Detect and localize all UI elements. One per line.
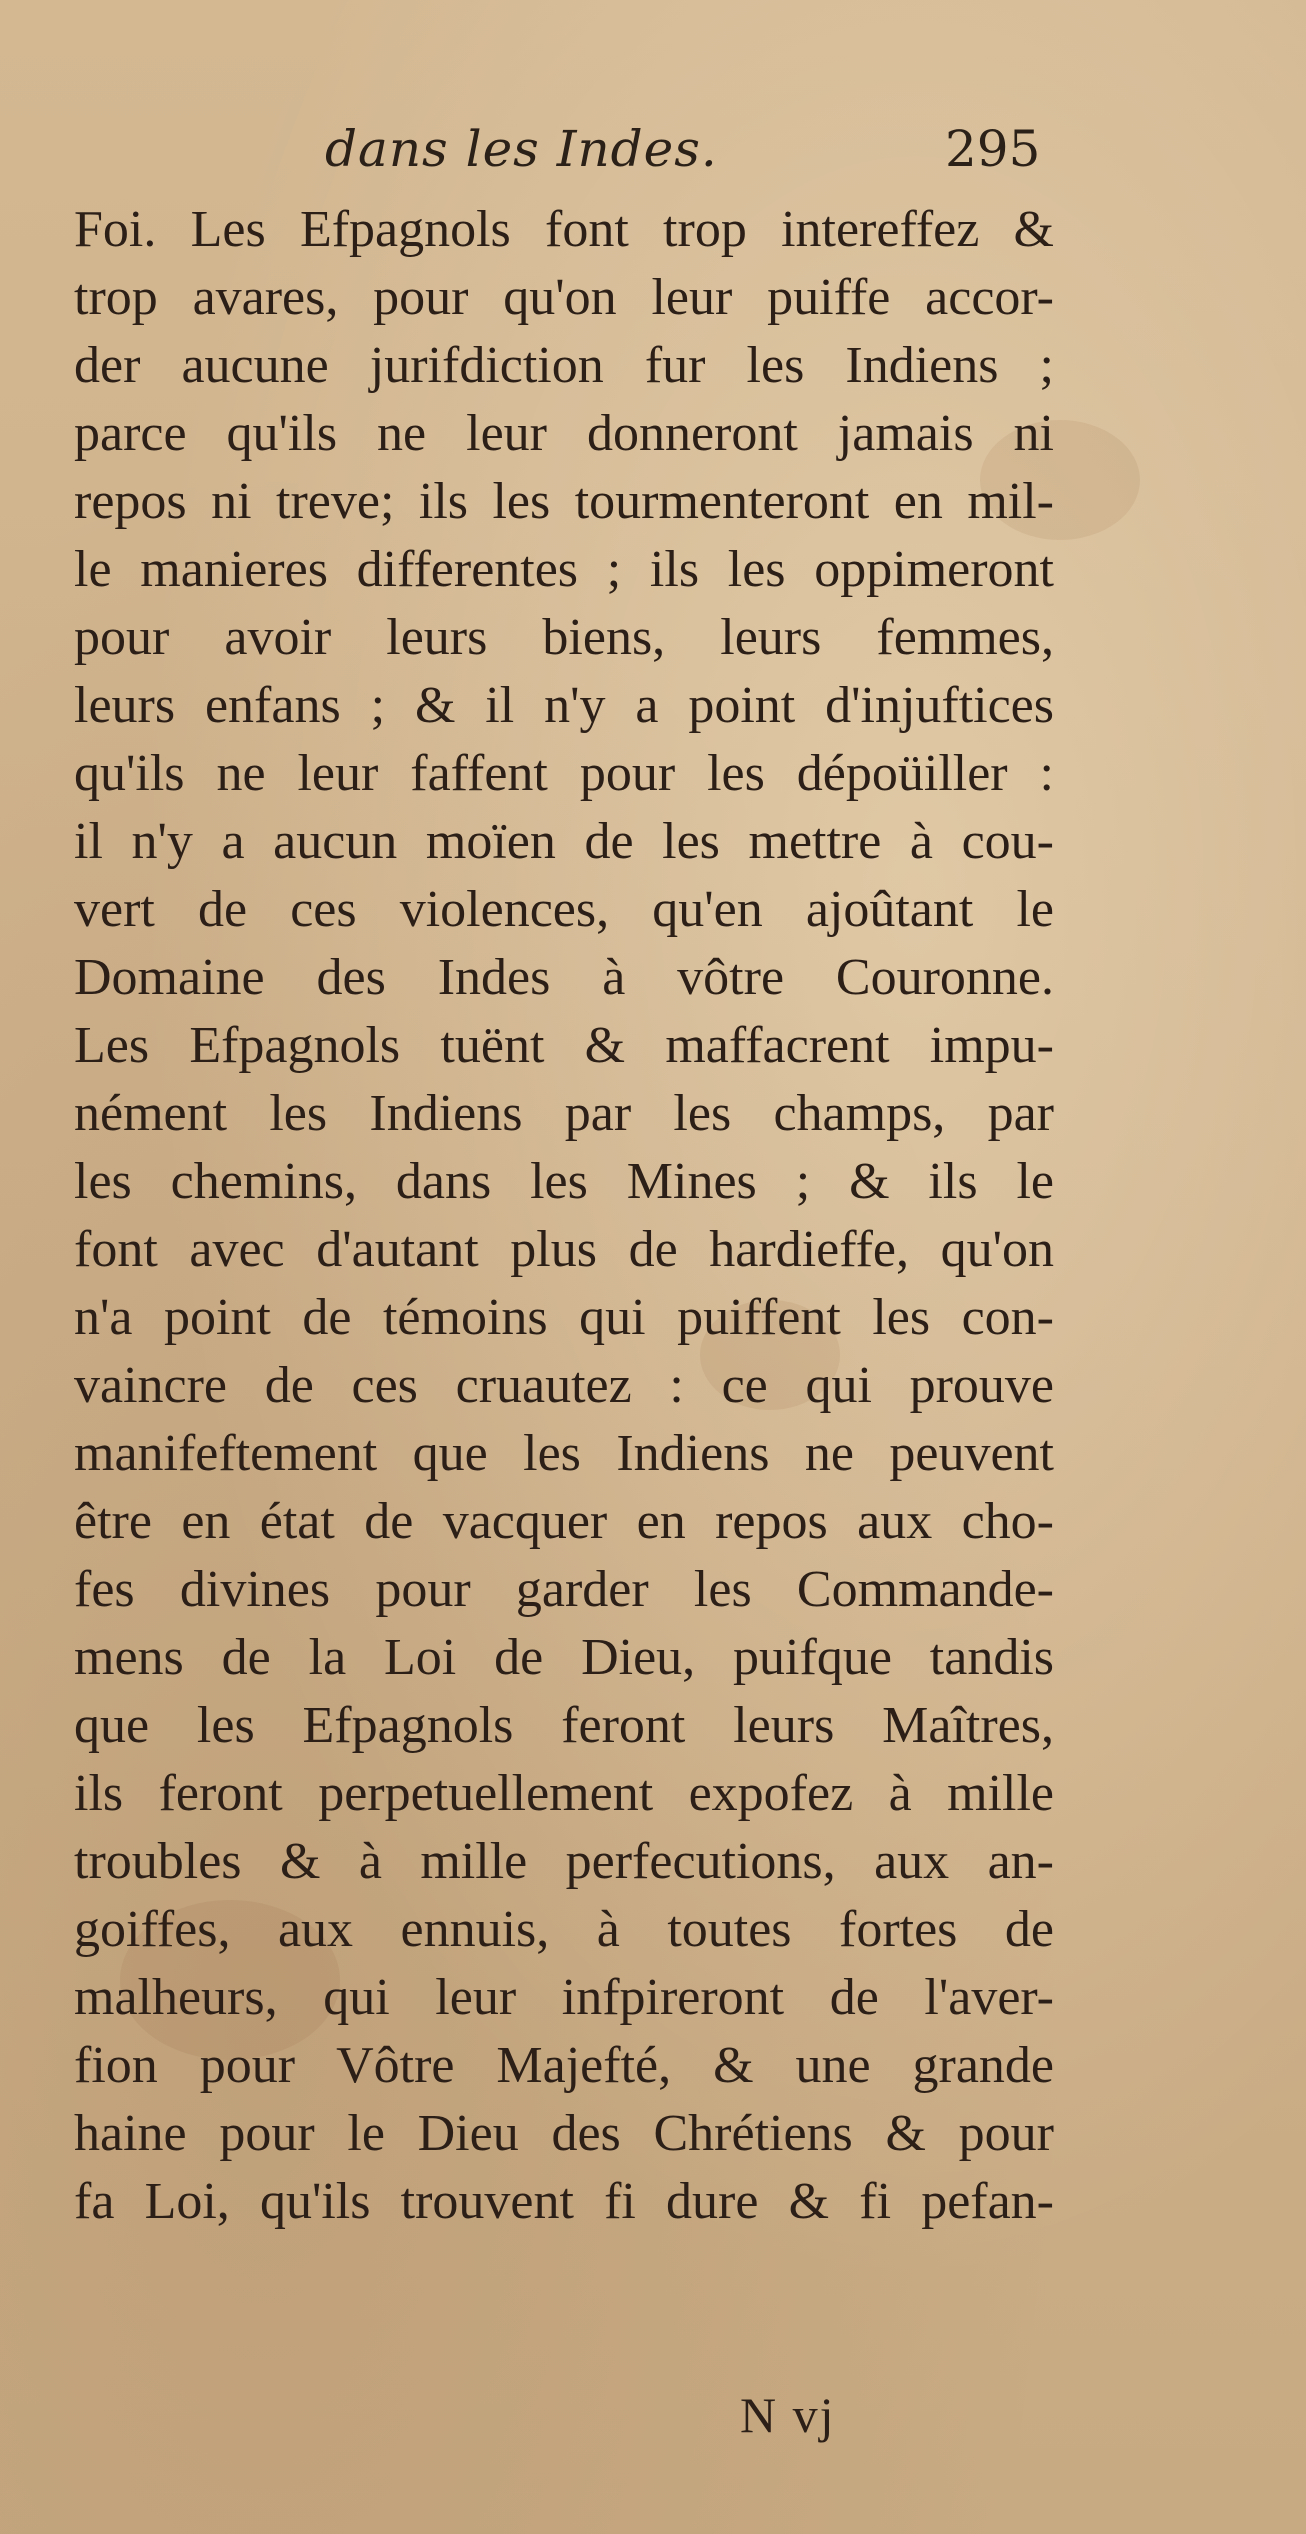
text-line: que les Efpagnols feront leurs Maîtres, xyxy=(74,1697,1054,1754)
text-line: Foi. Les Efpagnols font trop intereffez & xyxy=(74,201,1054,258)
text-line: font avec d'autant plus de hardieffe, qu'on xyxy=(74,1221,1054,1278)
text-line: mens de la Loi de Dieu, puifque tandis xyxy=(74,1629,1054,1686)
text-line: pour avoir leurs biens, leurs femmes, xyxy=(74,609,1054,666)
text-line: Domaine des Indes à vôtre Couronne. xyxy=(74,949,1054,1006)
text-line: haine pour le Dieu des Chrétiens & pour xyxy=(74,2105,1054,2162)
text-line: manifeftement que les Indiens ne peuvent xyxy=(74,1425,1054,1482)
page-number: 295 xyxy=(945,120,1041,178)
text-line: qu'ils ne leur faffent pour les dépoüiller : xyxy=(74,745,1054,802)
signature-mark: N vj xyxy=(740,2387,836,2443)
text-line: fes divines pour garder les Commande- xyxy=(74,1561,1054,1618)
text-line: vaincre de ces cruautez : ce qui prouve xyxy=(74,1357,1054,1414)
text-line: il n'y a aucun moïen de les mettre à cou- xyxy=(74,813,1054,870)
running-head xyxy=(0,120,1306,190)
text-line: fion pour Vôtre Majefté, & une grande xyxy=(74,2037,1054,2094)
text-line: repos ni treve; ils les tourmenteront en mil- xyxy=(74,473,1054,530)
text-line: goiffes, aux ennuis, à toutes fortes de xyxy=(74,1901,1054,1958)
text-line: fa Loi, qu'ils trouvent fi dure & fi pefan- xyxy=(74,2173,1054,2230)
text-line: vert de ces violences, qu'en ajoûtant le xyxy=(74,881,1054,938)
text-line: être en état de vacquer en repos aux cho- xyxy=(74,1493,1054,1550)
text-line: le manieres differentes ; ils les oppimeront xyxy=(74,541,1054,598)
body-text xyxy=(74,196,1054,2236)
text-line: ils feront perpetuellement expofez à mille xyxy=(74,1765,1054,1822)
text-line: n'a point de témoins qui puiffent les con- xyxy=(74,1289,1054,1346)
running-head-title: dans les Indes. xyxy=(325,120,718,178)
text-line: parce qu'ils ne leur donneront jamais ni xyxy=(74,405,1054,462)
text-line: der aucune jurifdiction fur les Indiens ; xyxy=(74,337,1054,394)
text-line: trop avares, pour qu'on leur puiffe accor- xyxy=(74,269,1054,326)
text-line: malheurs, qui leur infpireront de l'aver- xyxy=(74,1969,1054,2026)
text-line: leurs enfans ; & il n'y a point d'injuftices xyxy=(74,677,1054,734)
text-line: troubles & à mille perfecutions, aux an- xyxy=(74,1833,1054,1890)
text-line: les chemins, dans les Mines ; & ils le xyxy=(74,1153,1054,1210)
text-line: Les Efpagnols tuënt & maffacrent impu- xyxy=(74,1017,1054,1074)
text-line: nément les Indiens par les champs, par xyxy=(74,1085,1054,1142)
